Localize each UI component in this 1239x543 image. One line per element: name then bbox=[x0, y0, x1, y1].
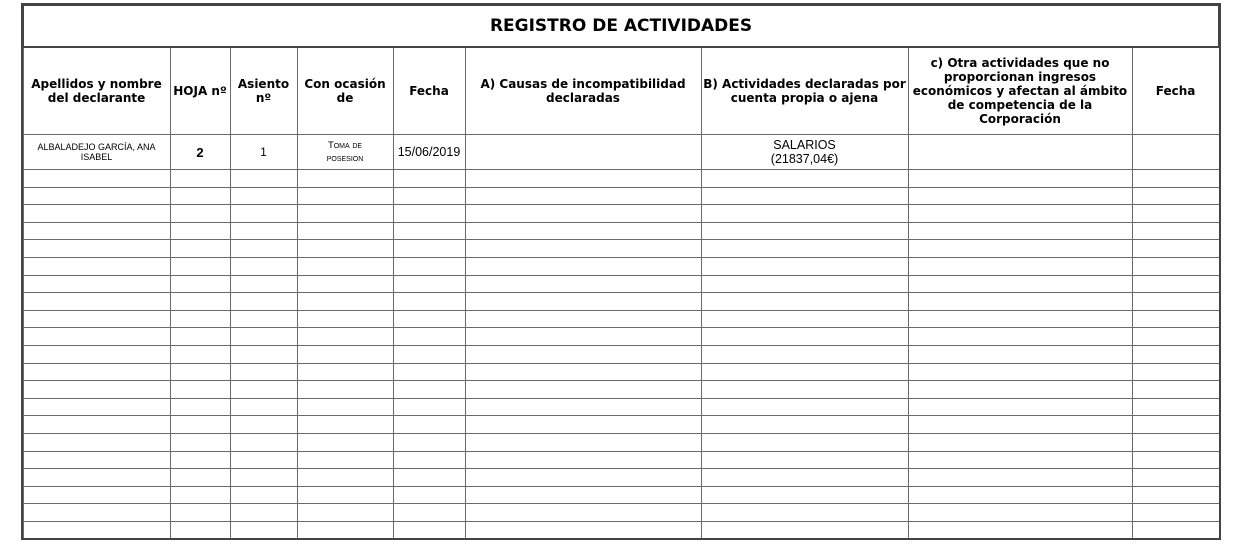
empty-cell bbox=[297, 222, 393, 240]
activity-register-table bbox=[22, 4, 1220, 539]
empty-cell bbox=[1132, 345, 1219, 363]
empty-cell bbox=[465, 310, 701, 328]
empty-cell bbox=[908, 257, 1132, 275]
empty-table-row bbox=[23, 328, 1219, 346]
empty-cell bbox=[701, 451, 908, 469]
empty-cell bbox=[465, 381, 701, 399]
header-fecha: Fecha bbox=[393, 47, 465, 135]
empty-cell bbox=[23, 170, 170, 188]
empty-cell bbox=[393, 381, 465, 399]
empty-cell bbox=[701, 433, 908, 451]
empty-cell bbox=[465, 328, 701, 346]
header-ocasion: Con ocasión de bbox=[297, 47, 393, 135]
empty-cell bbox=[465, 398, 701, 416]
empty-cell bbox=[701, 257, 908, 275]
header-actividades: B) Actividades declaradas por cuenta propia o ajena bbox=[701, 47, 908, 135]
empty-cell bbox=[701, 222, 908, 240]
empty-cell bbox=[297, 451, 393, 469]
empty-cell bbox=[23, 275, 170, 293]
empty-table-row bbox=[23, 521, 1219, 539]
empty-table-row bbox=[23, 170, 1219, 188]
header-asiento: Asiento nº bbox=[230, 47, 297, 135]
empty-cell bbox=[23, 504, 170, 522]
empty-table-row bbox=[23, 381, 1219, 399]
empty-cell bbox=[1132, 222, 1219, 240]
empty-cell bbox=[170, 416, 230, 434]
empty-cell bbox=[393, 469, 465, 487]
empty-cell bbox=[701, 310, 908, 328]
empty-table-row bbox=[23, 187, 1219, 205]
empty-cell bbox=[393, 398, 465, 416]
empty-cell bbox=[23, 187, 170, 205]
empty-cell bbox=[393, 363, 465, 381]
empty-cell bbox=[908, 222, 1132, 240]
empty-cell bbox=[23, 205, 170, 223]
empty-cell bbox=[1132, 381, 1219, 399]
cell-causas bbox=[465, 135, 701, 170]
empty-cell bbox=[23, 363, 170, 381]
empty-cell bbox=[297, 293, 393, 311]
empty-cell bbox=[701, 416, 908, 434]
empty-cell bbox=[170, 486, 230, 504]
empty-cell bbox=[465, 257, 701, 275]
cell-fecha-2 bbox=[1132, 135, 1219, 170]
empty-cell bbox=[297, 205, 393, 223]
empty-rows bbox=[23, 170, 1219, 539]
empty-cell bbox=[1132, 504, 1219, 522]
empty-cell bbox=[23, 416, 170, 434]
empty-cell bbox=[1132, 310, 1219, 328]
empty-cell bbox=[393, 433, 465, 451]
empty-cell bbox=[297, 469, 393, 487]
empty-cell bbox=[908, 345, 1132, 363]
empty-cell bbox=[297, 504, 393, 522]
empty-cell bbox=[908, 521, 1132, 539]
empty-cell bbox=[230, 416, 297, 434]
empty-cell bbox=[1132, 205, 1219, 223]
empty-cell bbox=[23, 486, 170, 504]
empty-table-row bbox=[23, 257, 1219, 275]
empty-cell bbox=[1132, 293, 1219, 311]
empty-cell bbox=[701, 469, 908, 487]
empty-cell bbox=[1132, 486, 1219, 504]
empty-cell bbox=[230, 381, 297, 399]
empty-cell bbox=[701, 205, 908, 223]
empty-cell bbox=[465, 521, 701, 539]
empty-cell bbox=[297, 328, 393, 346]
empty-cell bbox=[297, 310, 393, 328]
empty-cell bbox=[297, 170, 393, 188]
empty-table-row bbox=[23, 486, 1219, 504]
empty-cell bbox=[908, 310, 1132, 328]
empty-cell bbox=[701, 170, 908, 188]
empty-cell bbox=[908, 486, 1132, 504]
empty-cell bbox=[701, 187, 908, 205]
empty-cell bbox=[465, 187, 701, 205]
empty-cell bbox=[393, 504, 465, 522]
empty-cell bbox=[1132, 275, 1219, 293]
empty-table-row bbox=[23, 275, 1219, 293]
empty-cell bbox=[1132, 521, 1219, 539]
empty-cell bbox=[23, 328, 170, 346]
empty-cell bbox=[170, 170, 230, 188]
empty-cell bbox=[297, 433, 393, 451]
empty-cell bbox=[1132, 328, 1219, 346]
cell-asiento: 1 bbox=[230, 135, 297, 170]
empty-cell bbox=[170, 345, 230, 363]
empty-cell bbox=[701, 240, 908, 258]
cell-ocasion-line-2: posesion bbox=[326, 153, 364, 164]
empty-cell bbox=[393, 416, 465, 434]
empty-cell bbox=[701, 328, 908, 346]
empty-cell bbox=[297, 486, 393, 504]
empty-cell bbox=[701, 504, 908, 522]
empty-cell bbox=[1132, 257, 1219, 275]
empty-table-row bbox=[23, 469, 1219, 487]
empty-cell bbox=[170, 451, 230, 469]
empty-cell bbox=[170, 469, 230, 487]
cell-actividades bbox=[701, 135, 908, 170]
cell-name: ALBALADEJO GARCÍA, ANA ISABEL bbox=[23, 135, 170, 170]
empty-cell bbox=[1132, 240, 1219, 258]
empty-cell bbox=[393, 222, 465, 240]
cell-actividades-line-1: SALARIOS bbox=[773, 138, 836, 152]
empty-cell bbox=[908, 433, 1132, 451]
empty-cell bbox=[908, 363, 1132, 381]
empty-cell bbox=[393, 257, 465, 275]
empty-cell bbox=[23, 240, 170, 258]
empty-cell bbox=[170, 257, 230, 275]
empty-cell bbox=[230, 205, 297, 223]
cell-hoja: 2 bbox=[170, 135, 230, 170]
empty-cell bbox=[230, 398, 297, 416]
empty-cell bbox=[230, 469, 297, 487]
empty-cell bbox=[230, 310, 297, 328]
empty-cell bbox=[701, 486, 908, 504]
header-row bbox=[23, 47, 1219, 135]
empty-cell bbox=[297, 381, 393, 399]
empty-cell bbox=[230, 240, 297, 258]
empty-cell bbox=[230, 293, 297, 311]
empty-table-row bbox=[23, 504, 1219, 522]
empty-cell bbox=[908, 381, 1132, 399]
empty-cell bbox=[170, 240, 230, 258]
empty-cell bbox=[908, 398, 1132, 416]
empty-cell bbox=[170, 381, 230, 399]
empty-cell bbox=[230, 504, 297, 522]
empty-cell bbox=[465, 469, 701, 487]
empty-cell bbox=[393, 187, 465, 205]
empty-table-row bbox=[23, 433, 1219, 451]
empty-cell bbox=[23, 451, 170, 469]
empty-cell bbox=[170, 205, 230, 223]
empty-cell bbox=[465, 451, 701, 469]
empty-cell bbox=[230, 328, 297, 346]
empty-cell bbox=[393, 345, 465, 363]
empty-cell bbox=[393, 521, 465, 539]
empty-cell bbox=[465, 345, 701, 363]
empty-cell bbox=[23, 222, 170, 240]
cell-ocasion bbox=[297, 135, 393, 170]
empty-cell bbox=[230, 187, 297, 205]
empty-cell bbox=[297, 345, 393, 363]
empty-table-row bbox=[23, 310, 1219, 328]
empty-table-row bbox=[23, 293, 1219, 311]
empty-cell bbox=[908, 504, 1132, 522]
empty-cell bbox=[465, 205, 701, 223]
empty-cell bbox=[230, 451, 297, 469]
empty-table-row bbox=[23, 240, 1219, 258]
header-otras: c) Otra actividades que no proporcionan ingresos económicos y afectan al ámbito de competencia de la Corporación bbox=[908, 47, 1132, 135]
empty-cell bbox=[23, 521, 170, 539]
empty-cell bbox=[297, 275, 393, 293]
empty-cell bbox=[297, 187, 393, 205]
empty-cell bbox=[170, 363, 230, 381]
empty-cell bbox=[701, 293, 908, 311]
empty-table-row bbox=[23, 205, 1219, 223]
empty-cell bbox=[908, 205, 1132, 223]
empty-cell bbox=[297, 521, 393, 539]
empty-cell bbox=[1132, 469, 1219, 487]
header-fecha-2: Fecha bbox=[1132, 47, 1219, 135]
empty-cell bbox=[170, 310, 230, 328]
empty-cell bbox=[465, 170, 701, 188]
empty-cell bbox=[465, 504, 701, 522]
empty-cell bbox=[393, 310, 465, 328]
empty-cell bbox=[908, 469, 1132, 487]
empty-cell bbox=[230, 521, 297, 539]
cell-ocasion-line-1: Toma de bbox=[327, 140, 363, 151]
empty-cell bbox=[393, 275, 465, 293]
empty-cell bbox=[701, 363, 908, 381]
empty-cell bbox=[465, 363, 701, 381]
empty-cell bbox=[1132, 433, 1219, 451]
empty-cell bbox=[465, 222, 701, 240]
empty-cell bbox=[23, 381, 170, 399]
empty-cell bbox=[297, 363, 393, 381]
empty-cell bbox=[230, 433, 297, 451]
empty-cell bbox=[170, 187, 230, 205]
empty-cell bbox=[701, 381, 908, 399]
empty-cell bbox=[230, 170, 297, 188]
empty-cell bbox=[908, 328, 1132, 346]
empty-table-row bbox=[23, 345, 1219, 363]
empty-cell bbox=[297, 257, 393, 275]
empty-cell bbox=[393, 205, 465, 223]
empty-cell bbox=[170, 275, 230, 293]
empty-cell bbox=[230, 222, 297, 240]
empty-cell bbox=[170, 293, 230, 311]
empty-cell bbox=[908, 293, 1132, 311]
empty-cell bbox=[230, 363, 297, 381]
empty-cell bbox=[465, 486, 701, 504]
empty-cell bbox=[701, 521, 908, 539]
empty-table-row bbox=[23, 416, 1219, 434]
empty-cell bbox=[908, 451, 1132, 469]
empty-cell bbox=[23, 398, 170, 416]
empty-cell bbox=[297, 240, 393, 258]
empty-cell bbox=[170, 398, 230, 416]
header-causas: A) Causas de incompatibilidad declaradas bbox=[465, 47, 701, 135]
empty-table-row bbox=[23, 398, 1219, 416]
register-title: REGISTRO DE ACTIVIDADES bbox=[23, 5, 1219, 47]
empty-cell bbox=[465, 240, 701, 258]
empty-cell bbox=[393, 486, 465, 504]
empty-cell bbox=[170, 521, 230, 539]
empty-cell bbox=[1132, 170, 1219, 188]
header-name: Apellidos y nombre del declarante bbox=[23, 47, 170, 135]
empty-cell bbox=[1132, 398, 1219, 416]
empty-cell bbox=[230, 275, 297, 293]
empty-cell bbox=[23, 310, 170, 328]
empty-table-row bbox=[23, 222, 1219, 240]
empty-cell bbox=[393, 451, 465, 469]
empty-cell bbox=[465, 433, 701, 451]
empty-cell bbox=[465, 275, 701, 293]
header-hoja: HOJA nº bbox=[170, 47, 230, 135]
activity-register-sheet bbox=[22, 4, 1218, 539]
empty-cell bbox=[1132, 187, 1219, 205]
empty-cell bbox=[393, 240, 465, 258]
empty-cell bbox=[230, 257, 297, 275]
empty-cell bbox=[230, 345, 297, 363]
empty-cell bbox=[393, 170, 465, 188]
empty-cell bbox=[170, 222, 230, 240]
empty-cell bbox=[908, 240, 1132, 258]
empty-cell bbox=[23, 293, 170, 311]
empty-cell bbox=[170, 433, 230, 451]
empty-cell bbox=[23, 257, 170, 275]
cell-fecha: 15/06/2019 bbox=[393, 135, 465, 170]
empty-cell bbox=[170, 328, 230, 346]
cell-otras bbox=[908, 135, 1132, 170]
empty-cell bbox=[393, 293, 465, 311]
empty-cell bbox=[297, 416, 393, 434]
empty-cell bbox=[701, 275, 908, 293]
empty-cell bbox=[465, 293, 701, 311]
empty-cell bbox=[908, 416, 1132, 434]
empty-cell bbox=[465, 416, 701, 434]
empty-table-row bbox=[23, 363, 1219, 381]
empty-cell bbox=[1132, 451, 1219, 469]
empty-cell bbox=[701, 345, 908, 363]
empty-cell bbox=[1132, 363, 1219, 381]
empty-cell bbox=[230, 486, 297, 504]
empty-cell bbox=[908, 187, 1132, 205]
empty-cell bbox=[701, 398, 908, 416]
table-row bbox=[23, 135, 1219, 170]
cell-actividades-line-2: (21837,04€) bbox=[770, 152, 839, 166]
empty-table-row bbox=[23, 451, 1219, 469]
empty-cell bbox=[1132, 416, 1219, 434]
empty-cell bbox=[393, 328, 465, 346]
empty-cell bbox=[23, 433, 170, 451]
empty-cell bbox=[23, 469, 170, 487]
empty-cell bbox=[23, 345, 170, 363]
empty-cell bbox=[908, 170, 1132, 188]
empty-cell bbox=[908, 275, 1132, 293]
empty-cell bbox=[170, 504, 230, 522]
empty-cell bbox=[297, 398, 393, 416]
